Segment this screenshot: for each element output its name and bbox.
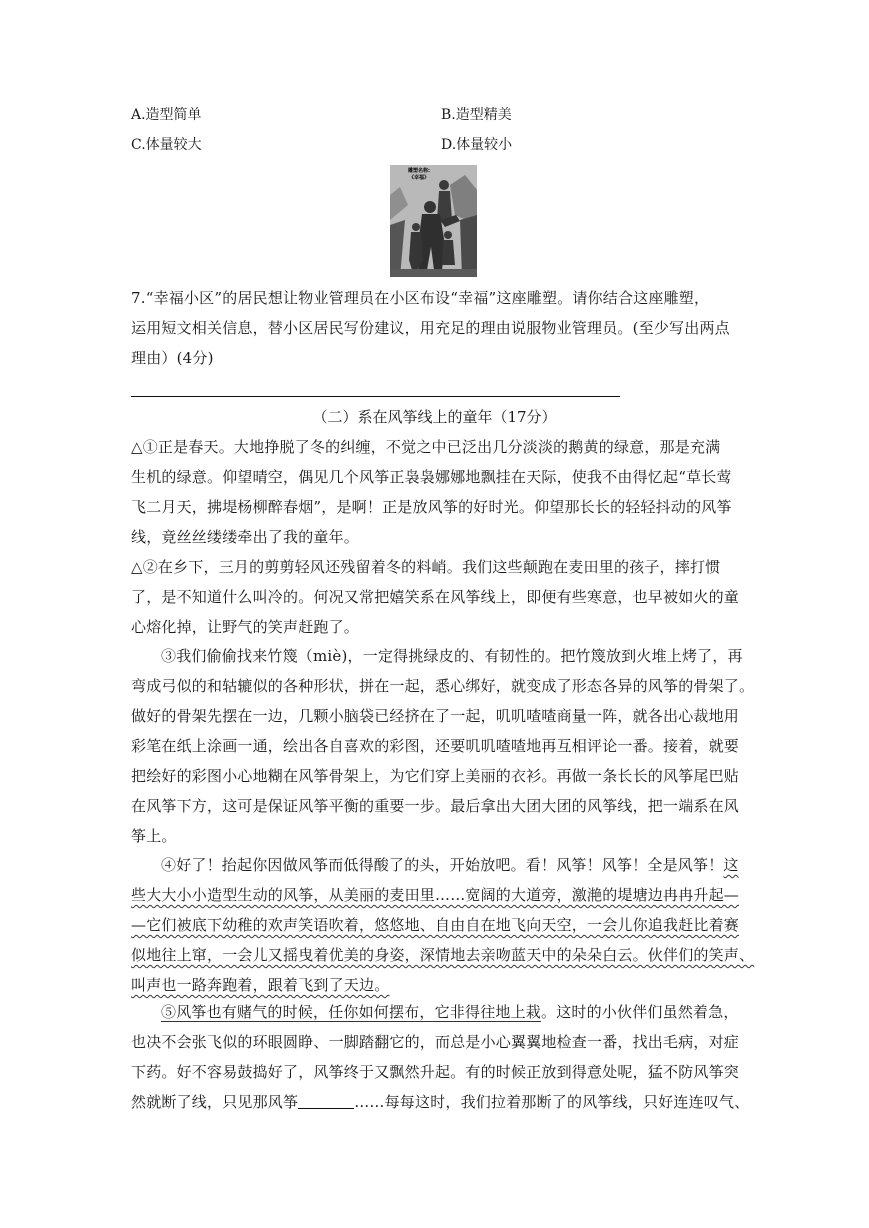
underlined-text: ⑤风筝也有赌气的时候，任你如何摆布，它非得往地上栽 — [161, 1003, 542, 1021]
paragraph-1 — [131, 432, 739, 552]
paragraph-line: 也决不会张飞似的环眼圆睁、一脚踏翻它的，而总是小心翼翼地检查一番，找出毛病，对症 — [131, 1033, 740, 1051]
paragraph-2 — [131, 552, 739, 642]
paragraph-line — [131, 940, 755, 970]
paragraph-line: △①正是春天。大地挣脱了冬的纠缠，不觉之中已泛出几分淡淡的鹅黄的绿意，那是充满 — [131, 438, 721, 456]
option-d: D.体量较小 — [441, 137, 513, 153]
question-7-line: 7.“幸福小区”的居民想让物业管理员在小区布设“幸福”这座雕塑。请你结合这座雕塑， — [131, 289, 710, 307]
wavy-underlined-text: 似地往上窜，一会儿又摇曳着优美的身姿，深情地去亲吻蓝天中的朵朵白云。伙伴们的笑声、 — [131, 946, 755, 964]
paragraph-text: 然就断了线，只见那风筝 — [131, 1093, 299, 1111]
sculpture-photo — [390, 165, 477, 277]
paragraph-line — [131, 970, 739, 1000]
question-7 — [131, 283, 739, 373]
paragraph-line — [131, 880, 739, 910]
sculpture-figure-image — [390, 165, 477, 277]
paragraph-line: 把绘好的彩图小心地糊在风筝骨架上，为它们穿上美丽的衣衫。再做一条长长的风筝尾巴贴 — [131, 767, 740, 785]
paragraph-3 — [131, 641, 755, 851]
paragraph-5 — [131, 997, 750, 1117]
paragraph-line: 筝上。 — [131, 827, 177, 845]
paragraph-line — [131, 1087, 750, 1117]
paragraph-line: 下药。好不容易鼓捣好了，风筝终于又飘然升起。有的时候正放到得意处呢，猛不防风筝突 — [131, 1063, 740, 1081]
paragraph-text: ④好了！抬起你因做风筝而低得酸了的头，开始放吧。看！风筝！风筝！全是风筝！ — [161, 856, 724, 874]
paragraph-line — [131, 850, 739, 880]
question-7-line: 运用短文相关信息，替小区居民写份建议，用充足的理由说服物业管理员。(至少写出两点 — [131, 319, 730, 337]
question-7-line: 理由）(4分) — [131, 349, 214, 367]
paragraph-text: 。这时的小伙伴们虽然着急， — [541, 1003, 739, 1021]
photo-caption-line-2: 《幸福》 — [408, 175, 429, 181]
paragraph-4 — [131, 850, 755, 1000]
paragraph-line: 心熔化掉，让野气的笑声赶跑了。 — [131, 618, 360, 636]
section-title: （二）系在风筝线上的童年（17分） — [312, 408, 557, 426]
paragraph-line: 在风筝下方，这可是保证风筝平衡的重要一步。最后拿出大团大团的风筝线，把一端系在风 — [131, 797, 740, 815]
answer-line[interactable] — [131, 396, 620, 397]
paragraph-line — [131, 997, 739, 1027]
option-c: C.体量较大 — [131, 137, 202, 153]
wavy-underlined-text: 这 — [723, 856, 739, 874]
paragraph-line: 线，竟丝丝缕缕牵出了我的童年。 — [131, 528, 360, 546]
wavy-underlined-text: 叫声也一路奔跑着，跟着飞到了天边。 — [131, 976, 390, 994]
paragraph-line: 生机的绿意。仰望晴空，偶见几个风筝正袅袅娜娜地飘挂在天际，使我不由得忆起“草长莺 — [131, 468, 732, 486]
option-b: B.造型精美 — [441, 107, 512, 123]
paragraph-line: △②在乡下，三月的剪剪轻风还残留着冬的料峭。我们这些颠跑在麦田里的孩子，摔打惯 — [131, 558, 721, 576]
wavy-underlined-text: 些大大小小造型生动的风筝，从美丽的麦田里……宽阔的大道旁，激滟的堤塘边冉冉升起— — [131, 886, 740, 904]
paragraph-line — [131, 910, 739, 940]
paragraph-line: 飞二月天，拂堤杨柳醉春烟”，是啊！正是放风筝的好时光。仰望那长长的轻轻抖动的风筝 — [131, 498, 732, 516]
paragraph-line: 了，是不知道什么叫冷的。何况又常把嬉笑系在风筝线上，即便有些寒意，也早被如火的童 — [131, 588, 740, 606]
photo-caption — [408, 168, 430, 182]
paragraph-line: ③我们偷偷找来竹篾（miè)，一定得挑绿皮的、有韧性的。把竹篾放到火堆上烤了，再 — [161, 647, 743, 665]
option-a: A.造型简单 — [131, 107, 202, 123]
photo-caption-line-1: 雕塑名称: — [408, 168, 430, 174]
wavy-underlined-text: —它们被底下幼稚的欢声笑语吹着，悠悠地、自由自在地飞向天空，一会儿你追我赶比着赛 — [131, 916, 740, 934]
paragraph-line: 做好的骨架先摆在一边，几颗小脑袋已经挤在了一起，叽叽喳喳商量一阵，就各出心裁地用 — [131, 707, 740, 725]
paragraph-line: 彩笔在纸上涂画一通，绘出各自喜欢的彩图，还要叽叽喳喳地再互相评论一番。接着，就要 — [131, 737, 740, 755]
paragraph-line: 弯成弓似的和轱辘似的各种形状，拼在一起，悉心绑好，就变成了形态各异的风筝的骨架了。 — [131, 677, 755, 695]
paragraph-text: ……每每这时，我们拉着那断了的风筝线，只好连连叹气、 — [354, 1093, 750, 1111]
fill-in-blank[interactable] — [298, 1092, 354, 1109]
